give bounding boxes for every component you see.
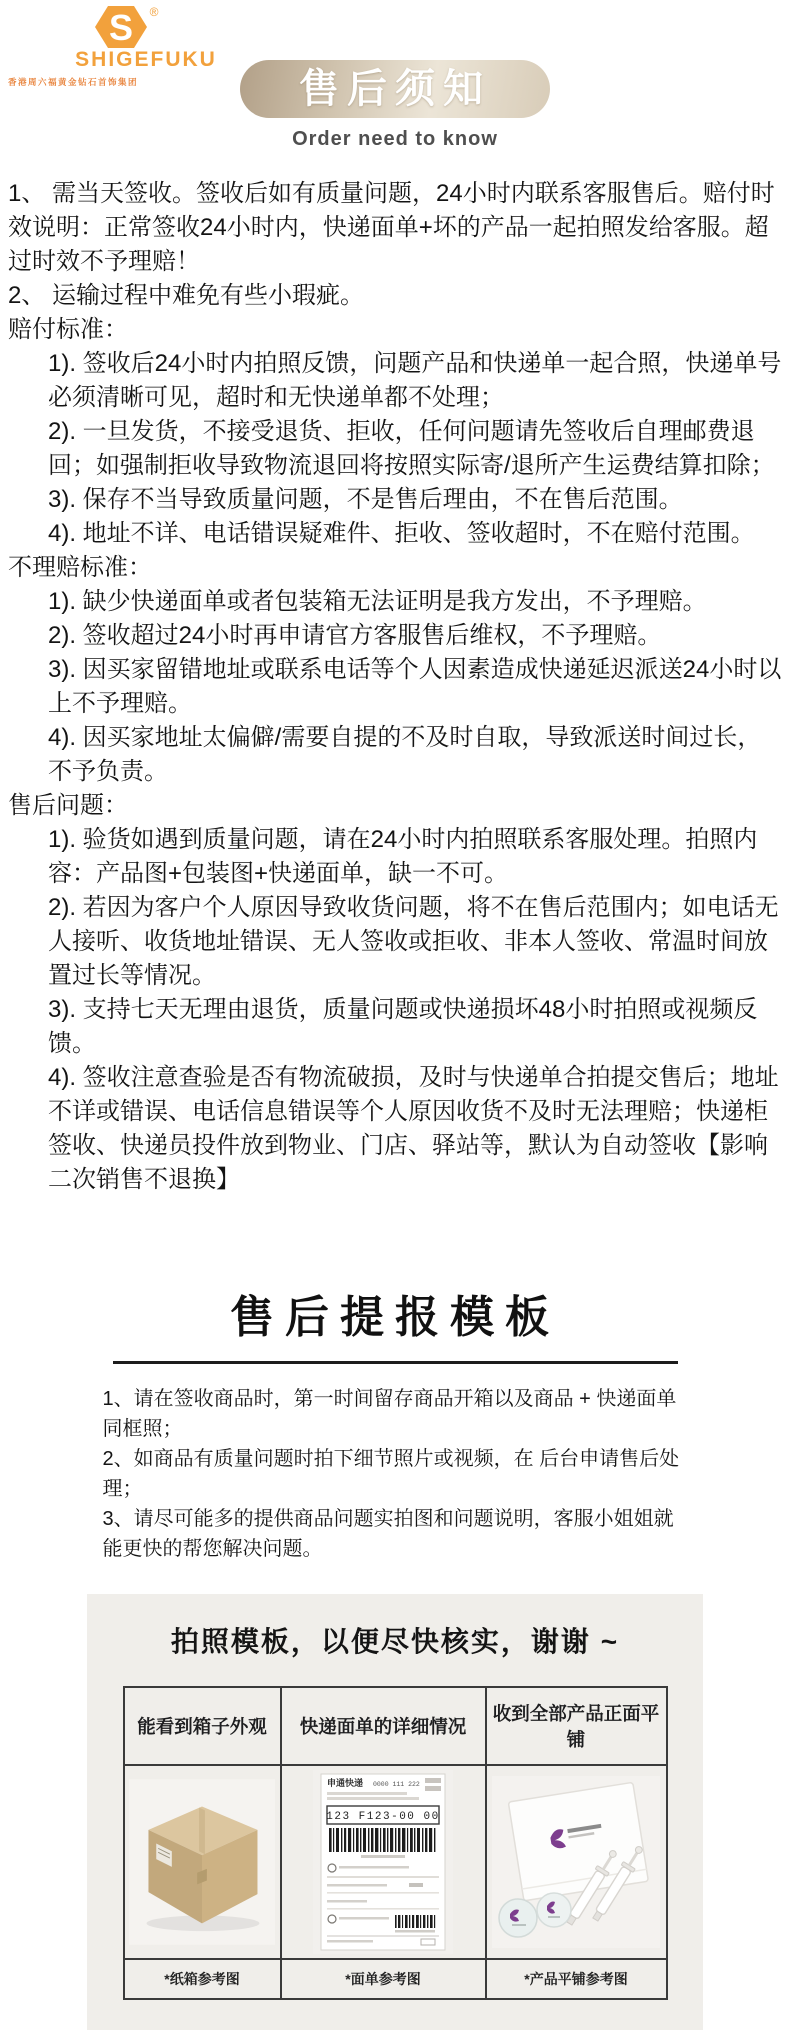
- photo-panel-title: 拍照模板，以便尽快核实，谢谢 ~: [170, 1626, 620, 1657]
- brand-logo: [6, 4, 246, 88]
- notice-paragraph: 售后问题：: [8, 792, 128, 819]
- report-template-title: 售后提报模板: [230, 1293, 560, 1342]
- report-template-item: 3、请尽可能多的提供商品问题实拍图和问题说明，客服小姐姐就能更快的帮您解决问题。: [102, 1508, 674, 1560]
- notice-paragraph: 3). 支持七天无理由退货，质量问题或快递损坏48小时拍照或视频反馈。: [48, 996, 758, 1057]
- photo-table-body: [124, 1687, 667, 1999]
- product-jar: [537, 1893, 571, 1927]
- brand-name: SHIGEFUKU: [75, 48, 217, 71]
- notice-paragraph: 不理赔标准：: [8, 554, 152, 581]
- photo-cell-cardboard-box: [124, 1765, 281, 1959]
- after-sales-notice-body: [0, 177, 790, 1197]
- courier-waybill-photo: [313, 1770, 453, 1954]
- photo-col-header: 快递面单的详细情况: [281, 1687, 486, 1765]
- photo-col-header: 收到全部产品正面平铺: [486, 1687, 667, 1765]
- waybill-number: 123 F123-00 00: [326, 1811, 440, 1823]
- photo-caption: *面单参考图: [281, 1959, 486, 1999]
- report-template-item: 2、如商品有质量问题时拍下细节照片或视频，在 后台申请售后处理；: [102, 1448, 680, 1500]
- notice-paragraph: 4). 地址不详、电话错误疑难件、拒收、签收超时，不在赔付范围。: [48, 520, 755, 547]
- product-flatlay-photo: [492, 1776, 660, 1948]
- page-title: 售后须知: [240, 60, 550, 118]
- report-template-item: 1、请在签收商品时，第一时间留存商品开箱以及商品 + 快递面单同框照；: [102, 1388, 677, 1440]
- notice-paragraph: 2). 一旦发货，不接受退货、拒收，任何问题请先签收后自理邮费退回；如强制拒收导致物流退回将按照实际寄/退所产生运费结算扣除；: [48, 418, 775, 479]
- photo-col-header: 能看到箱子外观: [124, 1687, 281, 1765]
- title-divider: [113, 1361, 678, 1364]
- notice-paragraph: 2、 运输过程中难免有些小瑕疵。: [8, 282, 365, 309]
- photo-reference-panel: [87, 1594, 703, 2030]
- notice-paragraph: 4). 因买家地址太偏僻/需要自提的不及时自取，导致派送时间过长，不予负责。: [48, 724, 762, 785]
- registered-mark: ®: [149, 5, 159, 19]
- photo-reference-table: [123, 1686, 668, 2000]
- notice-paragraph: 1). 验货如遇到质量问题，请在24小时内拍照联系客服处理。拍照内容：产品图+包装图+快递面单，缺一不可。: [48, 826, 758, 887]
- waybill-courier-name: 申通快递: [327, 1778, 364, 1788]
- notice-paragraph: 赔付标准：: [8, 316, 128, 343]
- notice-paragraph: 3). 保存不当导致质量问题，不是售后理由，不在售后范围。: [48, 486, 683, 513]
- notice-paragraph: 3). 因买家留错地址或联系电话等个人因素造成快递延迟派送24小时以上不予理赔。: [48, 656, 782, 717]
- notice-paragraph: 1、 需当天签收。签收后如有质量问题，24小时内联系客服售后。赔付时效说明：正常签收24小时内，快递面单+坏的产品一起拍照发给客服。超过时效不予理赔！: [8, 180, 775, 275]
- product-jar: [499, 1899, 537, 1937]
- cardboard-box-photo: [129, 1777, 275, 1947]
- photo-caption: *纸箱参考图: [124, 1959, 281, 1999]
- notice-paragraph: 2). 签收超过24小时再申请官方客服售后维权，不予理赔。: [48, 622, 662, 649]
- brand-s-hexagon-icon: [84, 4, 162, 50]
- notice-paragraph: 1). 签收后24小时内拍照反馈，问题产品和快递单一起合照，快递单号必须清晰可见，超时和无快递单都不处理；: [48, 350, 782, 411]
- svg-text:S: S: [108, 7, 134, 48]
- page-subtitle: Order need to know: [292, 128, 498, 150]
- notice-paragraph: 2). 若因为客户个人原因导致收货问题，将不在售后范围内；如电话无人接听、收货地址错误、无人签收或拒收、非本人签收、常温时间放置过长等情况。: [48, 894, 779, 989]
- notice-paragraph: 4). 签收注意查验是否有物流破损，及时与快递单合拍提交售后；地址不详或错误、电话信息错误等个人原因收货不及时无法理赔；快递柜签收、快递员投件放到物业、门店、驿站等，默认为自动签收【影响二次销售不退换】: [48, 1064, 779, 1193]
- report-template-list: [103, 1384, 688, 1564]
- notice-paragraph: 1). 缺少快递面单或者包装箱无法证明是我方发出，不予理赔。: [48, 588, 707, 615]
- photo-cell-courier-waybill: [281, 1765, 486, 1959]
- photo-cell-product-flatlay: [486, 1765, 667, 1959]
- waybill-code: 0000 111 222: [373, 1781, 420, 1788]
- brand-tagline: 香港周六福黄金钻石首饰集团: [8, 77, 139, 87]
- photo-caption: *产品平铺参考图: [486, 1959, 667, 1999]
